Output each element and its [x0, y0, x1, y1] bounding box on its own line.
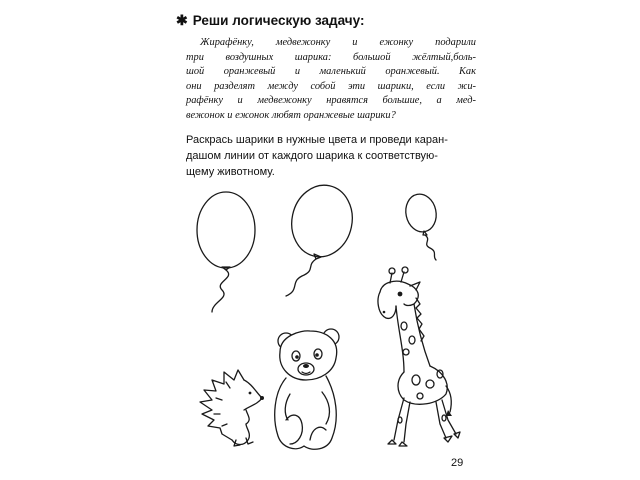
small-balloon-icon[interactable] — [402, 191, 439, 260]
task-line: они разделят между собой эти шарики, если жи- — [186, 80, 476, 92]
instruction-line: дашом линии от каждого шарика к соответствую- — [186, 150, 438, 163]
task-line: Жирафёнку, медвежонку и ежонку подарили — [200, 37, 476, 48]
giraffe-icon[interactable] — [378, 267, 460, 446]
task-line: рафёнку и медвежонку нравятся большие, а мед- — [186, 95, 476, 107]
big-balloon-2-icon[interactable] — [285, 180, 359, 296]
instruction-line: Раскрась шарики в нужные цвета и проведи каран- — [186, 134, 448, 146]
task-line: шой оранжевый и маленький оранжевый. Как — [186, 66, 476, 78]
instruction-line: щему животному. — [186, 166, 275, 179]
task-line: вежонок и ежонок любят оранжевые шарики? — [186, 109, 396, 121]
big-balloon-1-icon[interactable] — [197, 192, 255, 312]
asterisk-icon: ✱ — [176, 12, 188, 28]
page-number: 29 — [451, 457, 464, 469]
task-heading-text: Реши логическую задачу: — [192, 13, 365, 28]
task-line: три воздушных шарика: большой жёлтый,боль- — [186, 51, 476, 63]
hedgehog-icon[interactable] — [200, 370, 264, 446]
bear-icon[interactable] — [275, 329, 339, 449]
